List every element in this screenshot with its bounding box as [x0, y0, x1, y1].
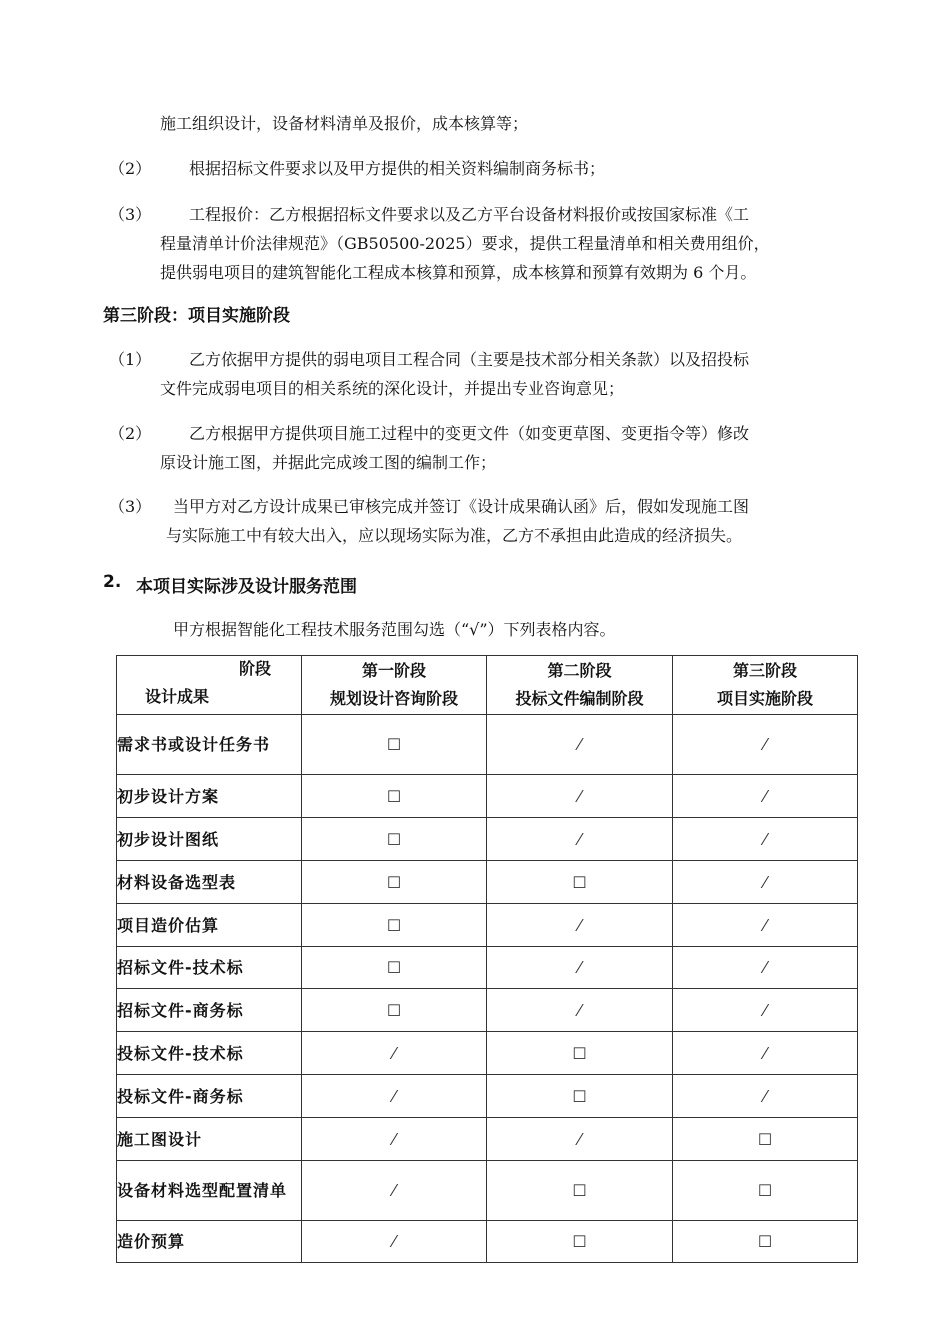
list-item-text: 根据招标文件要求以及甲方提供的相关资料编制商务标书； — [189, 159, 606, 178]
not-applicable-mark: ⁄ — [487, 904, 673, 947]
column-header-stage1: 第一阶段 规划设计咨询阶段 — [302, 656, 487, 715]
list-item-text: 乙方根据甲方提供项目施工过程中的变更文件（如变更草图、变更指令等）修改 — [189, 424, 750, 443]
not-applicable-mark: ⁄ — [487, 1118, 673, 1161]
stage3-heading: 第三阶段：项目实施阶段 — [103, 306, 290, 326]
not-applicable-mark: ⁄ — [673, 947, 858, 989]
not-applicable-mark: ⁄ — [487, 715, 673, 775]
list-item-text: 与实际施工中有较大出入，应以现场实际为准，乙方不承担由此造成的经济损失。 — [166, 526, 743, 545]
row-label: 初步设计方案 — [117, 775, 302, 818]
table-row — [117, 904, 858, 947]
service-scope-table — [116, 655, 858, 1263]
table-row — [117, 861, 858, 904]
table-row — [117, 989, 858, 1032]
checkbox[interactable]: ☐ — [487, 861, 673, 904]
list-number: （2） — [109, 424, 152, 443]
row-label: 初步设计图纸 — [117, 818, 302, 861]
checkbox[interactable]: ☐ — [302, 989, 487, 1032]
checkbox[interactable]: ☐ — [487, 1161, 673, 1221]
list-item-text: 原设计施工图，并据此完成竣工图的编制工作； — [160, 453, 497, 472]
table-row — [117, 1032, 858, 1075]
checkbox[interactable]: ☐ — [673, 1161, 858, 1221]
checkbox[interactable]: ☐ — [487, 1221, 673, 1263]
not-applicable-mark: ⁄ — [302, 1221, 487, 1263]
list-item-text: 提供弱电项目的建筑智能化工程成本核算和预算，成本核算和预算有效期为 6 个月。 — [160, 263, 757, 282]
list-item-text: 文件完成弱电项目的相关系统的深化设计，并提出专业咨询意见； — [160, 379, 625, 398]
row-label: 设备材料选型配置清单 — [117, 1161, 302, 1221]
list-number: （3） — [109, 205, 152, 224]
table-row — [117, 775, 858, 818]
not-applicable-mark: ⁄ — [302, 1032, 487, 1075]
checkbox[interactable]: ☐ — [302, 947, 487, 989]
row-label: 招标文件-商务标 — [117, 989, 302, 1032]
not-applicable-mark: ⁄ — [302, 1118, 487, 1161]
row-label: 投标文件-商务标 — [117, 1075, 302, 1118]
not-applicable-mark: ⁄ — [487, 947, 673, 989]
not-applicable-mark: ⁄ — [673, 904, 858, 947]
table-row — [117, 947, 858, 989]
list-number: （3） — [109, 497, 152, 516]
row-label: 施工图设计 — [117, 1118, 302, 1161]
checkbox[interactable]: ☐ — [673, 1221, 858, 1263]
table-row — [117, 818, 858, 861]
checkbox[interactable]: ☐ — [302, 715, 487, 775]
corner-stage-label: 阶段 — [239, 659, 272, 678]
list-item-text: 工程报价：乙方根据招标文件要求以及乙方平台设备材料报价或按国家标准《工 — [189, 205, 750, 224]
not-applicable-mark: ⁄ — [673, 715, 858, 775]
checkbox[interactable]: ☐ — [487, 1075, 673, 1118]
not-applicable-mark: ⁄ — [487, 989, 673, 1032]
section-number: 2. — [103, 572, 122, 592]
not-applicable-mark: ⁄ — [673, 1075, 858, 1118]
column-header-stage3: 第三阶段 项目实施阶段 — [673, 656, 858, 715]
table-row — [117, 1075, 858, 1118]
not-applicable-mark: ⁄ — [673, 861, 858, 904]
checkbox[interactable]: ☐ — [302, 861, 487, 904]
corner-result-label: 设计成果 — [145, 687, 210, 706]
not-applicable-mark: ⁄ — [673, 1032, 858, 1075]
checkbox[interactable]: ☐ — [487, 1032, 673, 1075]
table-row — [117, 1161, 858, 1221]
list-item-text: 程量清单计价法律规范》（GB50500-2025）要求，提供工程量清单和相关费用组价， — [160, 234, 770, 253]
not-applicable-mark: ⁄ — [302, 1161, 487, 1221]
checkbox[interactable]: ☐ — [302, 775, 487, 818]
list-item-text: 当甲方对乙方设计成果已审核完成并签订《设计成果确认函》后，假如发现施工图 — [173, 497, 750, 516]
list-item-text: 乙方依据甲方提供的弱电项目工程合同（主要是技术部分相关条款）以及招投标 — [189, 350, 750, 369]
not-applicable-mark: ⁄ — [673, 818, 858, 861]
not-applicable-mark: ⁄ — [673, 989, 858, 1032]
row-label: 项目造价估算 — [117, 904, 302, 947]
intro-continuation: 施工组织设计，设备材料清单及报价，成本核算等； — [160, 114, 529, 133]
table-header-row — [117, 656, 858, 715]
not-applicable-mark: ⁄ — [673, 775, 858, 818]
row-label: 造价预算 — [117, 1221, 302, 1263]
checkbox[interactable]: ☐ — [302, 904, 487, 947]
row-label: 需求书或设计任务书 — [117, 715, 302, 775]
list-number: （1） — [109, 350, 152, 369]
not-applicable-mark: ⁄ — [302, 1075, 487, 1118]
table-row — [117, 715, 858, 775]
row-label: 招标文件-技术标 — [117, 947, 302, 989]
table-row — [117, 1221, 858, 1263]
table-corner-header — [117, 656, 302, 715]
table-row — [117, 1118, 858, 1161]
checkbox[interactable]: ☐ — [673, 1118, 858, 1161]
section-heading: 本项目实际涉及设计服务范围 — [136, 577, 357, 597]
row-label: 投标文件-技术标 — [117, 1032, 302, 1075]
column-header-stage2: 第二阶段 投标文件编制阶段 — [487, 656, 673, 715]
checkbox[interactable]: ☐ — [302, 818, 487, 861]
section-intro: 甲方根据智能化工程技术服务范围勾选（“√”）下列表格内容。 — [173, 620, 616, 639]
row-label: 材料设备选型表 — [117, 861, 302, 904]
not-applicable-mark: ⁄ — [487, 818, 673, 861]
not-applicable-mark: ⁄ — [487, 775, 673, 818]
list-number: （2） — [109, 159, 152, 178]
